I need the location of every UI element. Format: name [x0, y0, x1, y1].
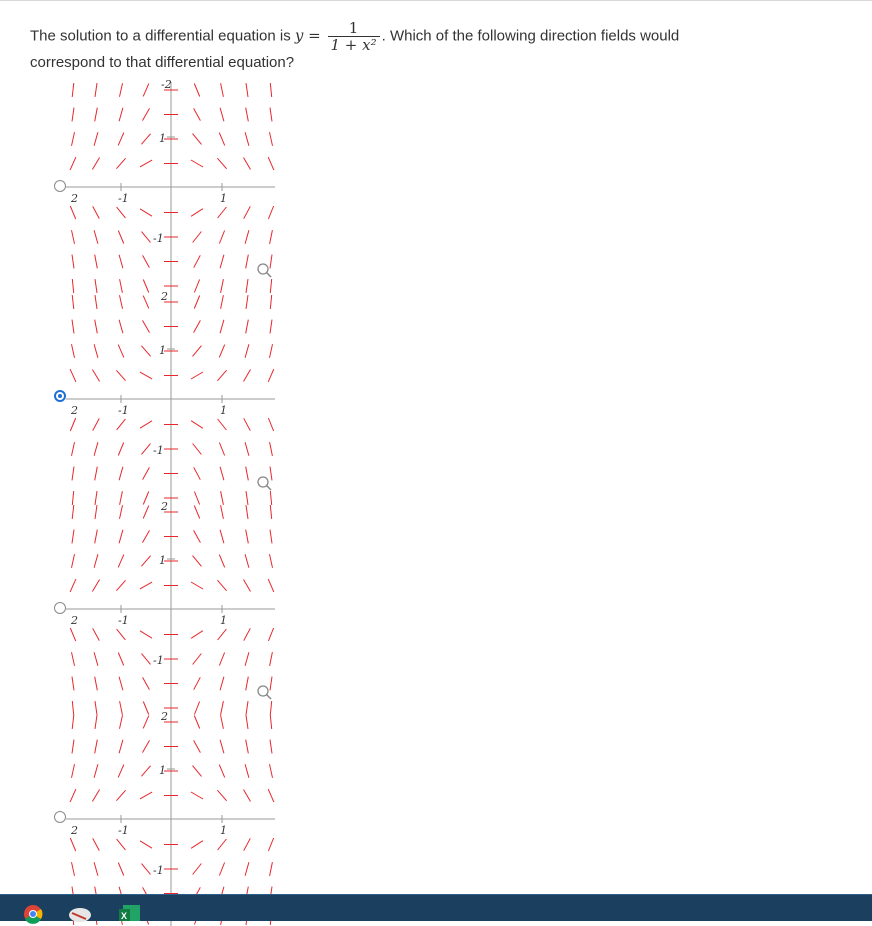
slope-segment — [268, 579, 274, 592]
zoom-icon[interactable] — [256, 475, 272, 491]
slope-segment — [70, 369, 76, 382]
slope-segment — [119, 740, 123, 753]
question-suffix: . Which of the following direction fields would — [381, 27, 680, 45]
slope-segment — [218, 419, 227, 430]
slope-segment — [244, 790, 251, 802]
slope-segment — [270, 344, 273, 358]
axis-label-n2: 2 — [71, 824, 78, 837]
slope-segment — [72, 83, 74, 97]
slope-segment — [119, 677, 123, 690]
slope-segment — [194, 108, 201, 120]
slope-segment — [270, 320, 272, 334]
slope-segment — [245, 652, 249, 666]
slope-segment — [120, 701, 123, 715]
slope-segment — [93, 628, 100, 640]
snipping-tool-icon[interactable] — [68, 903, 92, 921]
slope-segment — [95, 279, 97, 293]
slope-segment — [143, 320, 150, 332]
slope-segment — [117, 839, 126, 850]
slope-segment — [143, 84, 149, 97]
fraction-numerator: 1 — [348, 19, 359, 37]
slope-segment — [191, 209, 203, 217]
slope-segment — [191, 841, 203, 849]
slope-segment — [140, 209, 152, 216]
slope-segment — [94, 132, 98, 145]
slope-segment — [72, 862, 75, 876]
slope-segment — [191, 160, 203, 167]
slope-segment — [118, 653, 123, 666]
question-line2: correspond to that differential equation? — [30, 54, 295, 71]
slope-segment — [120, 295, 123, 309]
slope-segment — [245, 862, 249, 876]
slope-segment — [191, 372, 203, 379]
slope-segment — [93, 418, 100, 430]
slope-segment — [140, 372, 152, 379]
slope-segment — [244, 206, 251, 218]
axis-label-n1: -1 — [118, 614, 129, 627]
slope-segment — [191, 792, 203, 799]
slope-segment — [246, 83, 248, 97]
slope-segment — [120, 491, 123, 505]
slope-segment — [140, 631, 152, 638]
axis-label-p1: 1 — [220, 192, 227, 205]
slope-segment — [245, 554, 249, 567]
slope-segment — [194, 740, 201, 752]
fraction-denominator: 1 + x² — [328, 36, 380, 53]
answer-option-B — [0, 290, 300, 506]
slope-segment — [95, 295, 97, 309]
question-prefix: The solution to a differential equation is — [30, 27, 295, 45]
slope-segment — [270, 740, 272, 754]
slope-segment — [70, 418, 75, 431]
slope-segment — [92, 790, 99, 802]
slope-segment — [219, 653, 224, 666]
slope-segment — [246, 715, 248, 729]
slope-segment — [143, 530, 150, 542]
slope-segment — [194, 467, 201, 479]
slope-segment — [245, 132, 249, 145]
slope-segment — [72, 344, 75, 358]
slope-segment — [120, 83, 123, 97]
axis-label-ym2: -2 — [161, 78, 172, 91]
slope-segment — [191, 631, 203, 639]
slope-segment — [143, 677, 150, 689]
slope-segment — [140, 792, 152, 799]
slope-segment — [95, 701, 97, 715]
slope-segment — [141, 766, 150, 777]
slope-segment — [141, 346, 150, 357]
slope-segment — [193, 134, 202, 145]
axis-label-ym2: 2 — [161, 500, 168, 513]
slope-segment — [72, 467, 74, 481]
axis-label-n1: -1 — [118, 404, 129, 417]
slope-segment — [245, 344, 249, 357]
axis-label-ym1: -1 — [153, 654, 164, 667]
slope-segment — [270, 554, 273, 568]
slope-segment — [95, 505, 97, 519]
axis-label-ym1: -1 — [153, 864, 164, 877]
slope-segment — [143, 492, 148, 505]
slope-segment — [72, 677, 74, 691]
zoom-icon[interactable] — [256, 262, 272, 278]
slope-segment — [118, 345, 124, 358]
slope-segment — [95, 530, 98, 544]
slope-segment — [72, 701, 73, 715]
slope-segment — [119, 530, 123, 543]
slope-segment — [220, 108, 224, 121]
axis-label-yp1: 1 — [159, 344, 166, 357]
slope-segment — [92, 580, 99, 592]
slope-segment — [194, 506, 199, 519]
axis-label-yp1: 1 — [159, 132, 166, 145]
slope-segment — [246, 491, 248, 505]
slope-segment — [217, 580, 226, 591]
slope-segment — [220, 677, 224, 691]
slope-segment — [270, 491, 271, 505]
slope-segment — [194, 296, 199, 309]
slope-segment — [246, 255, 249, 269]
slope-segment — [193, 232, 202, 243]
slope-segment — [116, 158, 125, 168]
slope-segment — [218, 839, 227, 850]
slope-segment — [120, 505, 123, 519]
top-border — [0, 0, 872, 1]
axis-label-n2: 2 — [71, 404, 78, 417]
slope-segment — [143, 296, 149, 309]
slope-segment — [218, 207, 227, 218]
slope-segment — [142, 444, 151, 455]
slope-segment — [221, 491, 224, 505]
slope-segment — [244, 628, 251, 640]
slope-segment — [219, 345, 224, 358]
slope-segment — [270, 83, 271, 97]
slope-segment — [95, 467, 98, 481]
slope-segment — [220, 255, 224, 269]
slope-segment — [72, 530, 74, 544]
slope-segment — [118, 555, 124, 568]
slope-segment — [92, 370, 99, 382]
slope-segment — [246, 467, 249, 481]
direction-field-B — [0, 290, 227, 506]
slope-segment — [120, 279, 123, 293]
slope-segment — [268, 157, 274, 170]
slope-segment — [246, 295, 248, 309]
slope-segment — [270, 530, 272, 544]
slope-segment — [95, 255, 98, 269]
slope-segment — [143, 506, 149, 519]
slope-segment — [117, 207, 126, 218]
slope-segment — [92, 158, 99, 170]
axis-label-ym1: -1 — [153, 232, 164, 245]
slope-segment — [70, 628, 75, 641]
slope-segment — [94, 862, 98, 875]
slope-segment — [72, 764, 75, 778]
slope-segment — [143, 255, 150, 267]
slope-segment — [72, 108, 74, 122]
slope-segment — [218, 629, 227, 640]
slope-segment — [220, 320, 224, 333]
slope-segment — [94, 344, 98, 357]
axis-label-n1: -1 — [118, 192, 129, 205]
slope-segment — [246, 740, 249, 754]
slope-segment — [118, 133, 124, 146]
axis-label-n2: 2 — [71, 192, 78, 205]
answer-option-A — [0, 78, 300, 294]
slope-segment — [119, 467, 123, 480]
slope-segment — [268, 628, 273, 641]
slope-segment — [72, 505, 74, 519]
slope-segment — [72, 740, 74, 754]
slope-segment — [120, 715, 123, 729]
slope-segment — [268, 418, 273, 431]
slope-segment — [193, 864, 202, 875]
slope-segment — [95, 740, 98, 754]
math-equals: = — [303, 26, 326, 45]
slope-segment — [116, 580, 125, 590]
slope-segment — [221, 701, 224, 715]
slope-segment — [270, 505, 271, 519]
slope-segment — [219, 863, 224, 876]
slope-segment — [72, 320, 74, 334]
slope-segment — [94, 230, 98, 243]
slope-segment — [143, 108, 150, 120]
slope-segment — [221, 279, 224, 293]
slope-segment — [246, 701, 248, 715]
slope-segment — [244, 158, 251, 170]
slope-segment — [95, 108, 98, 122]
slope-segment — [143, 467, 150, 479]
math-y: y — [294, 26, 304, 45]
slope-segment — [194, 677, 201, 689]
slope-segment — [72, 554, 75, 568]
slope-segment — [117, 419, 126, 430]
slope-segment — [220, 467, 224, 481]
slope-segment — [140, 421, 152, 428]
slope-segment — [244, 580, 251, 592]
slope-segment — [219, 231, 224, 244]
slope-segment — [70, 157, 76, 170]
axis-label-ym2: 2 — [161, 710, 168, 723]
slope-segment — [72, 230, 75, 244]
slope-segment — [219, 765, 224, 778]
slope-segment — [70, 579, 76, 592]
slope-segment — [246, 108, 249, 122]
slope-segment — [270, 295, 271, 309]
excel-icon[interactable] — [117, 903, 141, 921]
slope-segment — [270, 652, 273, 666]
slope-segment — [194, 492, 199, 505]
slope-segment — [141, 134, 150, 145]
slope-segment — [268, 838, 273, 851]
slope-segment — [94, 764, 98, 777]
slope-segment — [270, 108, 272, 122]
svg-text:X: X — [121, 911, 128, 921]
slope-segment — [116, 370, 125, 380]
slope-segment — [193, 766, 202, 777]
slope-segment — [219, 555, 224, 568]
slope-segment — [93, 838, 100, 850]
slope-segment — [95, 715, 97, 729]
axis-label-n2: 2 — [71, 614, 78, 627]
slope-segment — [93, 206, 100, 218]
slope-segment — [142, 232, 151, 243]
slope-segment — [268, 206, 273, 219]
slope-segment — [140, 841, 152, 848]
slope-segment — [246, 530, 249, 544]
slope-segment — [246, 677, 249, 691]
axis-label-yp1: 1 — [159, 554, 166, 567]
slope-segment — [117, 629, 126, 640]
slope-segment — [194, 255, 201, 267]
slope-segment — [72, 132, 75, 146]
slope-segment — [268, 369, 274, 382]
slope-segment — [140, 160, 152, 167]
slope-segment — [70, 789, 76, 802]
slope-segment — [245, 230, 249, 244]
slope-segment — [217, 370, 226, 381]
slope-segment — [193, 346, 202, 357]
slope-segment — [143, 702, 148, 715]
axis-label-p1: 1 — [220, 614, 227, 627]
slope-segment — [221, 505, 224, 519]
slope-segment — [244, 838, 251, 850]
math-fraction — [328, 20, 380, 53]
axis-label-p1: 1 — [220, 404, 227, 417]
slope-segment — [194, 716, 199, 729]
slope-segment — [193, 444, 202, 455]
slope-segment — [244, 418, 251, 430]
slope-segment — [72, 255, 74, 269]
taskbar — [0, 894, 872, 921]
slope-segment — [194, 280, 199, 293]
slope-segment — [143, 280, 148, 293]
question-text — [30, 20, 830, 53]
slope-segment — [217, 158, 226, 169]
slope-segment — [116, 790, 125, 800]
slope-segment — [143, 716, 149, 729]
slope-segment — [191, 582, 203, 589]
slope-segment — [194, 702, 199, 715]
slope-segment — [193, 654, 202, 665]
slope-segment — [119, 255, 123, 268]
slope-segment — [194, 530, 201, 542]
slope-segment — [140, 582, 152, 589]
axis-label-ym2: 2 — [161, 290, 168, 303]
slope-segment — [95, 320, 98, 334]
slope-segment — [118, 765, 124, 778]
direction-field-A — [0, 78, 227, 294]
slope-segment — [221, 715, 224, 729]
slope-segment — [245, 764, 249, 777]
slope-segment — [221, 295, 224, 309]
slope-segment — [220, 530, 224, 543]
slope-segment — [118, 863, 123, 876]
zoom-icon[interactable] — [256, 684, 272, 700]
slope-segment — [119, 108, 123, 121]
slope-segment — [219, 443, 224, 456]
slope-segment — [72, 715, 74, 729]
slope-segment — [95, 491, 97, 505]
slope-segment — [246, 279, 248, 293]
slope-segment — [119, 320, 123, 333]
slope-segment — [270, 862, 273, 876]
slope-segment — [270, 279, 271, 293]
slope-segment — [72, 279, 73, 293]
slope-segment — [220, 740, 224, 753]
slope-segment — [70, 838, 75, 851]
slope-segment — [72, 491, 73, 505]
axis-label-ym1: -1 — [153, 444, 164, 457]
axis-label-p1: 1 — [220, 824, 227, 837]
slope-segment — [95, 83, 97, 97]
axis-label-yp1: 1 — [159, 764, 166, 777]
chrome-icon[interactable] — [24, 903, 42, 921]
slope-segment — [94, 554, 98, 567]
slope-segment — [118, 231, 123, 244]
axis-label-n1: -1 — [118, 824, 129, 837]
slope-segment — [270, 701, 271, 715]
direction-field-C — [0, 500, 227, 716]
slope-segment — [142, 654, 151, 665]
slope-segment — [270, 764, 273, 778]
slope-segment — [270, 132, 273, 146]
answer-option-C — [0, 500, 300, 716]
slope-segment — [95, 677, 98, 691]
slope-segment — [143, 740, 150, 752]
slope-segment — [246, 320, 249, 334]
slope-segment — [70, 206, 75, 219]
slope-segment — [194, 320, 201, 332]
slope-segment — [191, 421, 203, 429]
slope-segment — [72, 652, 75, 666]
slope-segment — [219, 133, 224, 146]
slope-segment — [141, 556, 150, 567]
slope-segment — [245, 442, 249, 456]
slope-segment — [270, 715, 271, 729]
slope-segment — [221, 83, 224, 97]
slope-segment — [72, 442, 75, 456]
slope-segment — [268, 789, 274, 802]
slope-segment — [72, 295, 74, 309]
slope-segment — [193, 556, 202, 567]
slope-segment — [142, 864, 151, 875]
slope-segment — [94, 652, 98, 665]
slope-segment — [246, 505, 248, 519]
slope-segment — [217, 790, 226, 801]
slope-segment — [94, 442, 98, 455]
slope-segment — [270, 442, 273, 456]
slope-segment — [270, 230, 273, 244]
slope-segment — [244, 370, 251, 382]
slope-segment — [194, 84, 199, 97]
slope-segment — [118, 443, 123, 456]
